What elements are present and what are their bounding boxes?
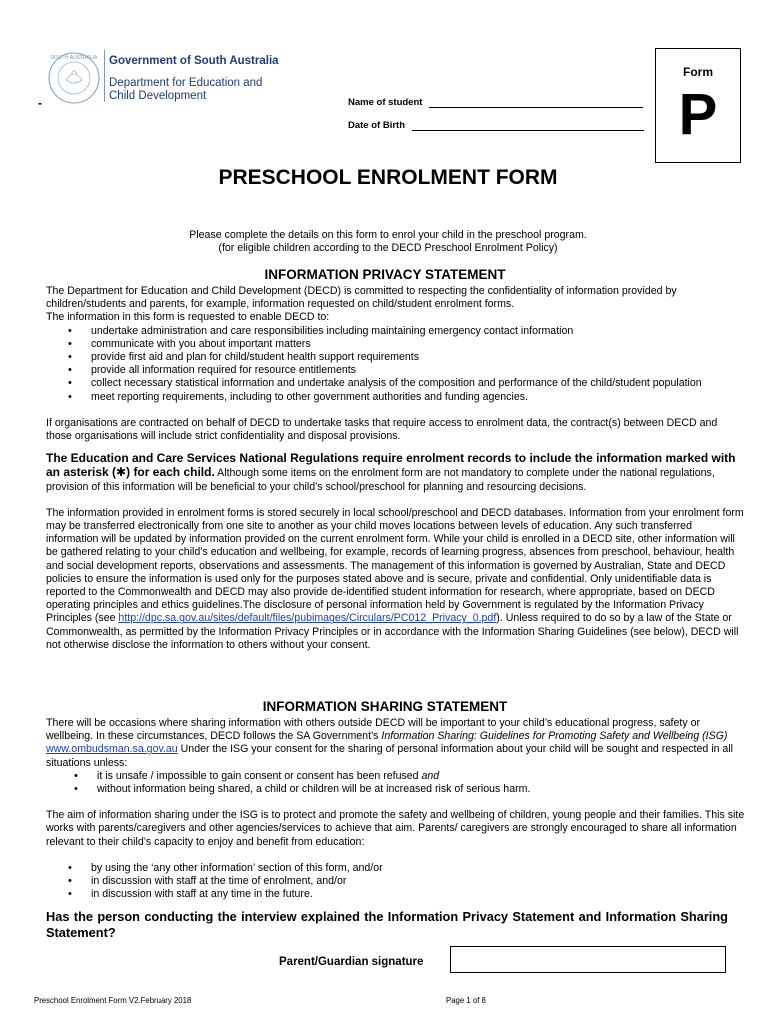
privacy-para-3-end: ). Unless required to do so by a law of the State or Commonwealth, as permitted by the Information Privacy Principles or in accordance with the Information Sharing Guidelines (see below), DECD will not otherwise disclose the information to others without your consent. <box>46 612 739 651</box>
gov-name: Government of South Australia <box>109 55 279 67</box>
list-item: • it is unsafe / impossible to gain consent or consent has been refused and <box>52 770 746 783</box>
form-type-box <box>655 48 741 163</box>
list-item: • undertake administration and care responsibilities including maintaining emergency contact information <box>46 325 746 338</box>
footer-left: Preschool Enrolment Form V2.February 2018 <box>34 996 192 1005</box>
svg-text:SOUTH AUSTRALIA: SOUTH AUSTRALIA <box>50 55 98 61</box>
intro-line-2: (for eligible children according to the DECD Preschool Enrolment Policy) <box>218 241 558 254</box>
sharing-bullets <box>52 770 746 796</box>
list-item: • meet reporting requirements, including to other government authorities and funding agencies. <box>46 391 746 404</box>
page-number: Page 1 of 8 <box>446 996 486 1005</box>
list-item: • by using the ‘any other information’ section of this form, and/or <box>46 862 746 875</box>
privacy-bullets <box>46 325 746 404</box>
privacy-para-3 <box>46 507 746 652</box>
dob-label: Date of Birth <box>348 120 405 131</box>
sharing-para-1 <box>46 717 746 770</box>
privacy-para-2: If organisations are contracted on behalf of DECD to undertake tasks that require access to enrolment data, the contract(s) between DECD and those organisations will include strict confidentiality and disposal provisions. <box>46 416 718 443</box>
signature-label: Parent/Guardian signature <box>279 956 424 968</box>
intro-line-1: Please complete the details on this form to enrol your child in the preschool program. <box>189 229 587 241</box>
ombudsman-link[interactable]: www.ombudsman.sa.gov.au <box>46 743 178 756</box>
list-item: • in discussion with staff at any time in the future. <box>46 888 746 901</box>
list-item: • communicate with you about important matters <box>46 338 746 351</box>
sharing-section <box>46 717 746 901</box>
list-item: • in discussion with staff at the time of enrolment, and/or <box>46 875 746 888</box>
privacy-para-1: The Department for Education and Child Development (DECD) is committed to respecting the confidentiality of information provided by children/students and parents, for example, information requested on child/student enrolment forms. <box>46 285 677 311</box>
isg-title: Information Sharing: Guidelines for Promoting Safety and Wellbeing (ISG) <box>381 730 728 743</box>
privacy-para-3-text: The information provided in enrolment forms is stored securely in local school/preschool and DECD databases. Information from your enrolment form may be transferred electronically from one site to another as your child moves locations between levels of education. Any such transferred information will be updated by information provided on the current enrolment form. While your child is enrolled in a DECD site, other information will be gathered relating to your child’s education and wellbeing, for example, records of learning progress, absences from preschool, behaviour, health and social development reports, observations and assessments. The management of this information is governed by Australian, State and DECD policies to ensure the information is used only for the purposes stated above and is secure, private and confidential. Only unidentifiable data is reported to the Commonwealth and DECD may also provide de-identified student information for research, where appropriate, based on DECD operating principles and ethics guidelines.The disclosure of personal information held by Government is regulated by the Information Privacy Principles (see <box>46 506 744 625</box>
logo <box>44 50 284 106</box>
sharing-para-1a: There will be occasions where sharing information with others outside DECD will be important to your child’s educational progress, safety or wellbeing. In these circumstances, DECD follows the SA Government’s <box>46 717 700 743</box>
sharing-para-2: The aim of information sharing under the ISG is to protect and promote the safety and wellbeing of children, young people and their families. This site works with parents/caregivers and other agencies/services to achieve that aim. Parents/ caregivers are strongly encouraged to share all information relevant to their child’s capacity to enjoy and benefit from education: <box>46 809 745 848</box>
sharing-para-1b: Under the ISG your consent for the sharing of personal information about your child will be sought and respected in all situations unless: <box>46 743 734 769</box>
privacy-para-1b: The information in this form is requested to enable DECD to: <box>46 311 330 324</box>
sharing-heading: INFORMATION SHARING STATEMENT <box>262 699 508 714</box>
privacy-section <box>46 285 746 652</box>
intro-text <box>0 229 770 254</box>
nqs-bold-1: The Education and Care Services National Regulations require enrolment records to include the information marked with an asterisk ( <box>46 451 736 480</box>
privacy-principles-link[interactable]: http://dpc.sa.gov.au/sites/default/files/pubimages/Circulars/PC012_Privacy_0.pdf <box>118 612 497 625</box>
dept-line-1: Department for Education and <box>109 77 263 89</box>
student-name-field[interactable] <box>429 107 643 108</box>
list-item: • provide first aid and plan for child/student health support requirements <box>46 351 746 364</box>
dob-field[interactable] <box>412 130 644 131</box>
dept-line-2: Child Development <box>109 90 207 102</box>
interview-question: Has the person conducting the interview explained the Information Privacy Statement and Information Sharing Statement? <box>46 909 728 940</box>
list-item: • without information being shared, a child or children will be at increased risk of serious harm. <box>52 783 746 796</box>
form-label: Form <box>683 65 713 79</box>
form-letter: P <box>678 82 718 147</box>
nqs-bold-2: ) for each child. <box>126 465 215 480</box>
asterisk-icon: ✱ <box>116 465 127 480</box>
list-item: • collect necessary statistical information and undertake analysis of the composition and performance of the child/student population <box>46 377 746 390</box>
page-title: PRESCHOOL ENROLMENT FORM <box>218 166 558 189</box>
dob-row <box>348 120 644 131</box>
list-item: • provide all information required for resource entitlements <box>46 364 746 377</box>
sa-seal-icon <box>44 50 104 106</box>
signature-box[interactable] <box>450 946 726 973</box>
nqs-rest: Although some items on the enrolment form are not mandatory to complete under the national regulations, provision of this information will be beneficial to your child’s school/preschool for planning and resourcing decisions. <box>46 467 715 493</box>
privacy-heading: INFORMATION PRIVACY STATEMENT <box>264 267 506 282</box>
nqs-paragraph <box>46 452 746 494</box>
student-name-label: Name of student <box>348 97 423 108</box>
student-name-row <box>348 97 643 108</box>
sharing-bullets-2 <box>46 862 746 902</box>
header-dash: - <box>38 96 42 110</box>
